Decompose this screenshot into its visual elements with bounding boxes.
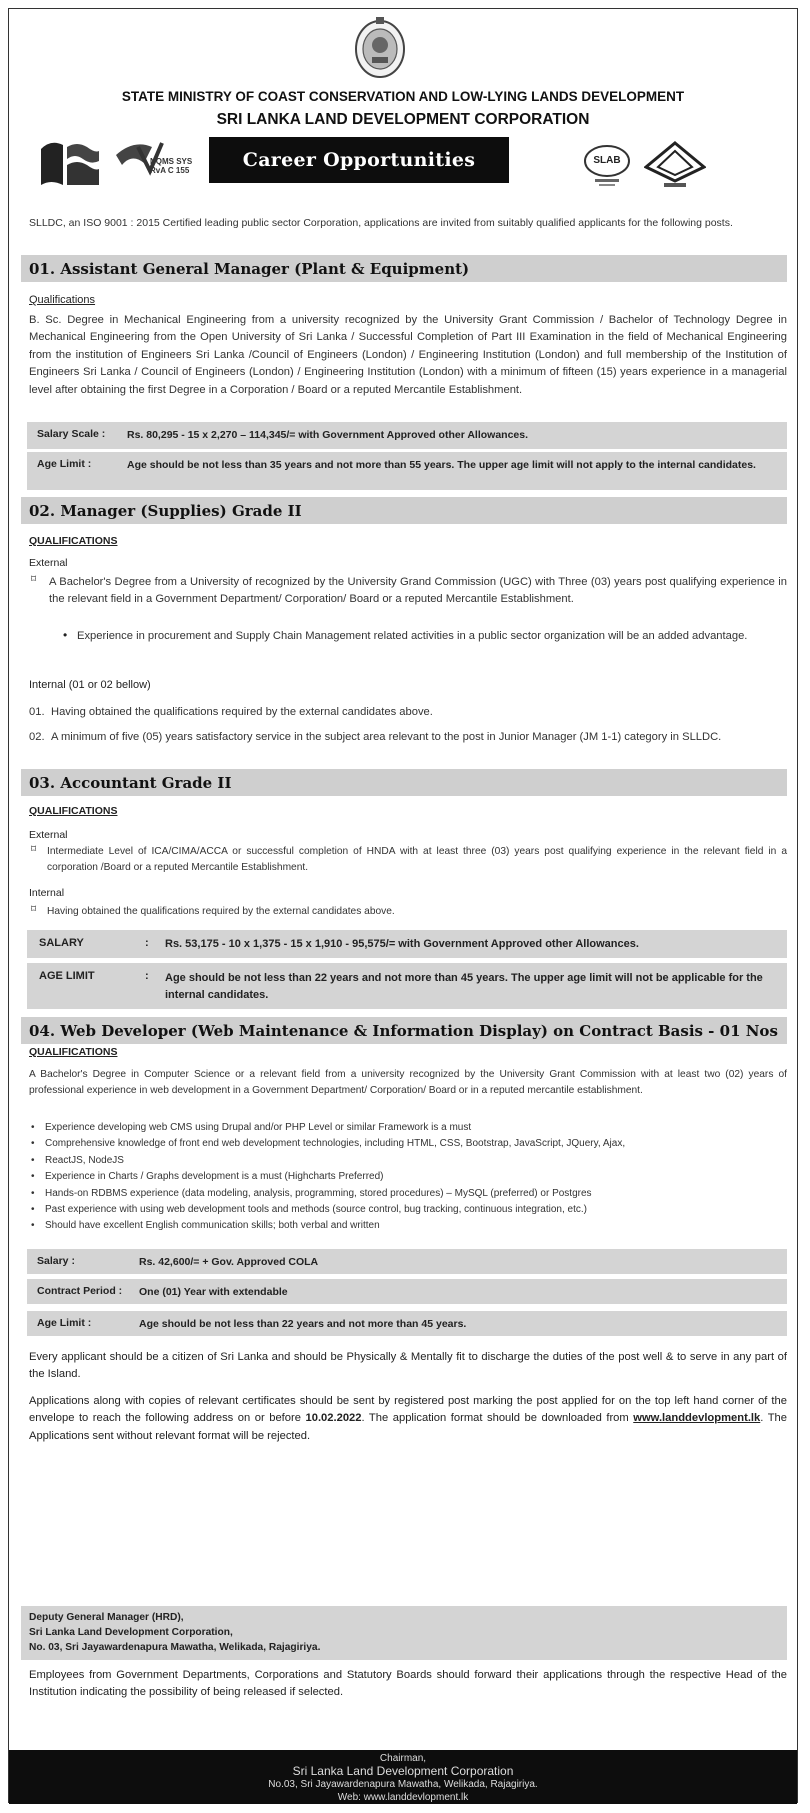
post-4-qualifications-text: A Bachelor's Degree in Computer Science or a relevant field from a university recognized by the University Grant Commission with at least two (02) years of professional experience in web development in a Government Department/ Corporation/ Board or in a reputed mercantile establishment.	[29, 1069, 787, 1096]
address-line: Deputy General Manager (HRD),	[29, 1612, 184, 1623]
footer	[9, 1750, 797, 1804]
application-text-a: Applications along with copies of relevant certificates should be sent by registered post marking the post applied for on the top left hand corner of the envelope to reach the following address on or before	[29, 1395, 787, 1425]
post-3-external-item: Intermediate Level of ICA/CIMA/ACCA or successful completion of HNDA with at least three (03) years post qualifying experience in the relevant field in a corporation /Board or a reputed Mercantile Establishment.	[47, 846, 787, 873]
post-4-qualifications-label: QUALIFICATIONS	[29, 1046, 118, 1058]
contract-period-label: Contract Period :	[37, 1285, 123, 1297]
intro-paragraph: SLLDC, an ISO 9001 : 2015 Certified leading public sector Corporation, applications are invited from suitably qualified applicants for the following posts.	[29, 217, 733, 229]
list-item: • Hands-on RDBMS experience (data modeling, analysis, programming, stored procedures) – MySQL (preferred) or Postgres	[31, 1186, 787, 1202]
employees-paragraph: Employees from Government Departments, Corporations and Statutory Boards should forward their applications through the respective Head of the Institution indicating the possibility of being released if selected.	[29, 1669, 787, 1699]
post-2-internal-item-1: Having obtained the qualifications required by the external candidates above.	[51, 706, 433, 718]
address-box	[21, 1606, 787, 1660]
post-3-heading: 03. Accountant Grade II	[21, 769, 787, 796]
application-paragraph	[29, 1393, 787, 1445]
salary-label: Salary Scale :	[37, 428, 106, 440]
slab-logo-text: SLAB	[593, 155, 621, 166]
post-2-internal-label: Internal (01 or 02 bellow)	[29, 679, 151, 691]
list-item	[31, 1153, 787, 1169]
application-text-b: . The application format should be downloaded from	[361, 1412, 634, 1425]
post-1-qualifications-text: B. Sc. Degree in Mechanical Engineering from a university recognized by the University Grant Commission / Bachelor of Technology Degree in Mechanical Engineering from the Open University of Sri Lanka / Successful Completion of Part III Examination in the field of Mechanical Engineering from the institution of Engineers Sri Lanka /Council of Engineers (London) / Engineering Institution (London) and full membership of the Institution of Engineers Sri Lanka / Council of Engineers (London) / Engineering Institution (London) with a minimum of fifteen (15) years experience in a managerial level after obtaining the first Degree in a Corporation / Board or a reputed Mercantile Establishment.	[29, 314, 787, 396]
post-2-external-bullet: Experience in procurement and Supply Chain Management related activities in a public sector organization will be an added advantage.	[77, 630, 748, 642]
age-value: Age should be not less than 22 years and not more than 45 years. The upper age limit will not be applicable for the internal candidates.	[165, 972, 763, 1001]
post-2-internal-num-2: 02.	[29, 731, 45, 743]
contract-period-value: One (01) Year with extendable	[139, 1286, 288, 1298]
list-item: • Experience in Charts / Graphs development is a must (Highcharts Preferred)	[31, 1169, 787, 1185]
post-3-age-row	[27, 963, 787, 1009]
post-1-qualifications-label: Qualifications	[29, 294, 96, 306]
post-3-internal-item: Having obtained the qualifications required by the external candidates above.	[47, 906, 395, 917]
address-line: Sri Lanka Land Development Corporation,	[29, 1627, 233, 1638]
post-1-age-row	[27, 452, 787, 490]
sri-lanka-emblem-icon	[352, 15, 408, 81]
closing-date: 10.02.2022	[305, 1412, 362, 1425]
application-text-c: . The Applications sent without relevant format will be rejected.	[29, 1412, 787, 1442]
salary-value: Rs. 80,295 - 15 x 2,270 – 114,345/= with Government Approved other Allowances.	[127, 429, 529, 441]
address-line: No. 03, Sri Jayawardenapura Mawatha, Welikada, Rajagiriya.	[29, 1642, 321, 1653]
post-3-external-label: External	[29, 829, 68, 841]
post-2-qualifications-label: QUALIFICATIONS	[29, 535, 118, 547]
post-2-heading: 02. Manager (Supplies) Grade II	[21, 497, 787, 524]
list-item: • Past experience with using web development tools and methods (source control, bug tracking, continuous integration, etc.)	[31, 1202, 787, 1218]
triangle-logo-icon	[644, 141, 706, 189]
slab-accreditation-logo	[581, 141, 633, 189]
post-4-age-row	[27, 1311, 787, 1336]
iso-logo-text: NQMS SYS RvA C 155	[150, 157, 193, 175]
post-2-external-item: A Bachelor's Degree from a University of recognized by the University Grand Commission (UGC) with Three (03) years post qualifying experience in the relevant field in a Government Department/ Corporation/ Board or a reputed Mercantile Establishment.	[49, 576, 787, 606]
salary-colon: :	[145, 937, 149, 949]
footer-line: Sri Lanka Land Development Corporation	[292, 1764, 514, 1778]
list-item: • Comprehensive knowledge of front end web development technologies, including HTML, CSS, Bootstrap, JavaScript, JQuery, Ajax,	[31, 1136, 787, 1152]
age-colon: :	[145, 970, 149, 982]
advertisement-page	[8, 8, 798, 1803]
slldc-logo-icon	[37, 131, 105, 191]
age-label: Age Limit :	[37, 1317, 92, 1329]
age-value: Age should be not less than 35 years and not more than 55 years. The upper age limit will not apply to the internal candidates.	[127, 459, 756, 471]
list-item: • Should have excellent English communication skills; both verbal and written	[31, 1218, 787, 1234]
post-4-contract-row	[27, 1279, 787, 1304]
citizenship-paragraph: Every applicant should be a citizen of Sri Lanka and should be Physically & Mentally fit to discharge the duties of the post well & to serve in any part of the Island.	[29, 1351, 787, 1381]
post-3-salary-row	[27, 930, 787, 958]
post-3-qualifications-label: QUALIFICATIONS	[29, 805, 118, 817]
post-1-salary-row	[27, 422, 787, 449]
bullet-dot-icon: •	[63, 628, 68, 642]
section-bullet-icon: ⌑	[31, 904, 37, 915]
section-bullet-icon: ⌑	[31, 844, 37, 855]
footer-line: Chairman,	[379, 1753, 427, 1764]
salary-value: Rs. 53,175 - 10 x 1,375 - 15 x 1,910 - 95,575/= with Government Approved other Allowances.	[165, 938, 639, 950]
footer-line: Web: www.landdevlopment.lk	[337, 1792, 469, 1803]
career-opportunities-banner: Career Opportunities	[209, 137, 509, 183]
age-value: Age should be not less than 22 years and not more than 45 years.	[139, 1318, 467, 1330]
post-2-internal-num-1: 01.	[29, 706, 45, 718]
ministry-heading: STATE MINISTRY OF COAST CONSERVATION AND LOW-LYING LANDS DEVELOPMENT	[121, 89, 685, 104]
salary-label: Salary :	[37, 1255, 75, 1267]
post-1-heading: 01. Assistant General Manager (Plant & Equipment)	[21, 255, 787, 282]
salary-value: Rs. 42,600/= + Gov. Approved COLA	[139, 1256, 319, 1268]
salary-label: SALARY	[39, 937, 84, 949]
post-4-heading: 04. Web Developer (Web Maintenance & Information Display) on Contract Basis - 01 Nos	[21, 1017, 787, 1044]
post-4-salary-row	[27, 1249, 787, 1274]
corporation-heading: SRI LANKA LAND DEVELOPMENT CORPORATION	[216, 111, 590, 128]
section-bullet-icon: ⌑	[31, 574, 37, 585]
age-label: Age Limit :	[37, 458, 92, 470]
website-link[interactable]: www.landdevlopment.lk	[633, 1412, 761, 1425]
footer-line: No.03, Sri Jayawardenapura Mawatha, Welikada, Rajagiriya.	[268, 1779, 538, 1790]
post-4-requirements-list	[31, 1120, 787, 1235]
post-2-internal-item-2: A minimum of five (05) years satisfactory service in the subject area relevant to the post in Junior Manager (JM 1-1) category in SLLDC.	[51, 731, 722, 743]
post-3-internal-label: Internal	[29, 887, 65, 899]
age-label: AGE LIMIT	[39, 970, 95, 982]
post-2-external-label: External	[29, 557, 68, 569]
list-item: • Experience developing web CMS using Drupal and/or PHP Level or similar Framework is a must	[31, 1120, 787, 1136]
list-item-continuation: ReactJS, NodeJS	[45, 1154, 124, 1166]
iso-certification-logo	[114, 137, 194, 192]
